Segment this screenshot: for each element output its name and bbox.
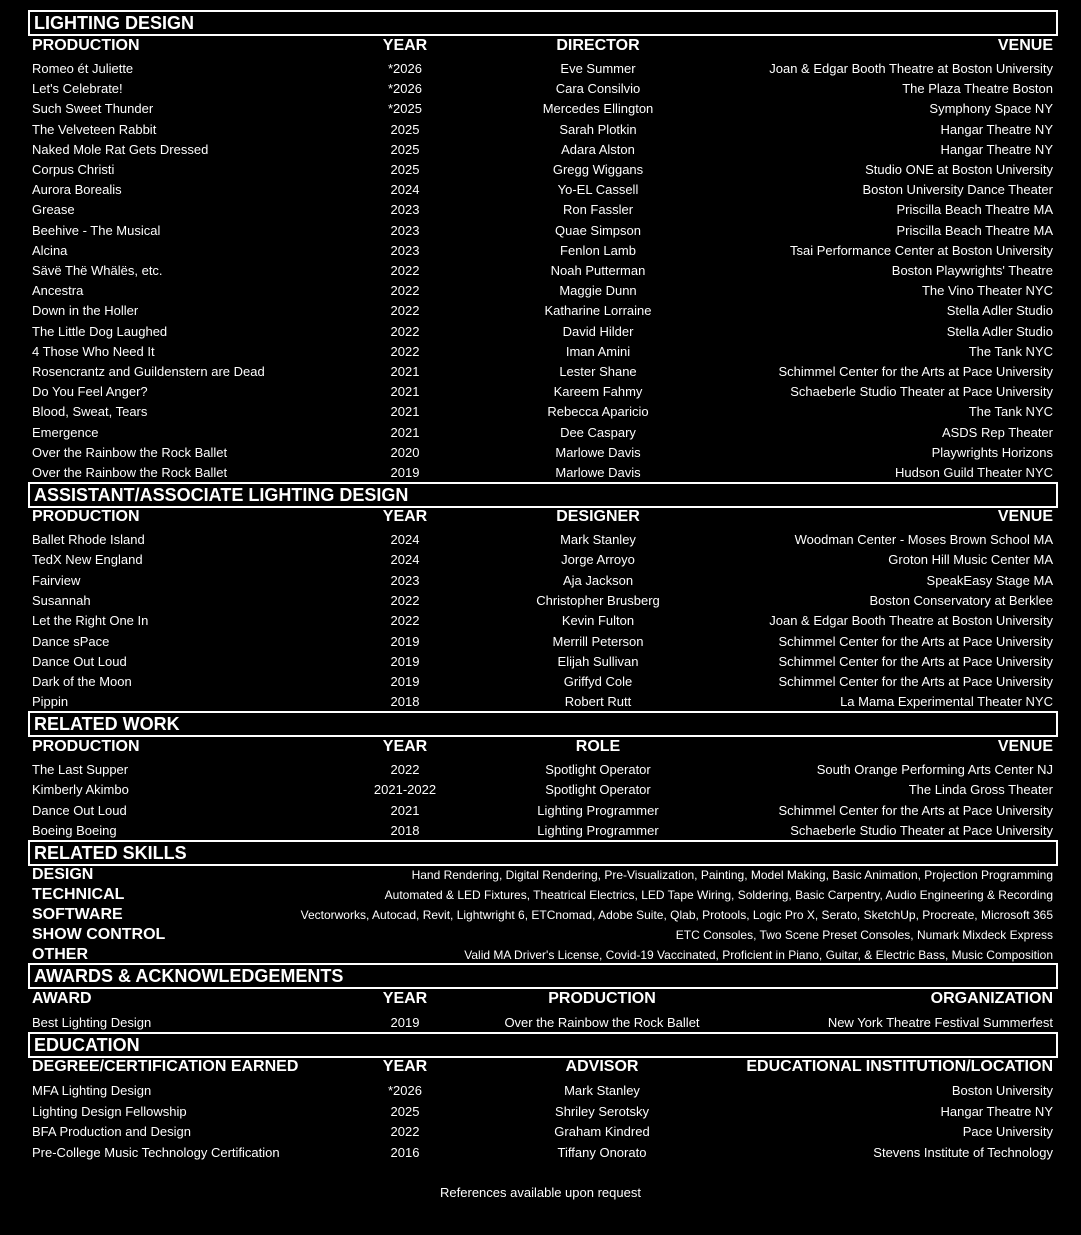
row-production: Fairview bbox=[32, 573, 81, 588]
row-production: The Little Dog Laughed bbox=[32, 324, 168, 339]
row-person: Iman Amini bbox=[565, 344, 631, 359]
column-header-production: PRODUCTION bbox=[548, 990, 656, 1007]
row-year: 2024 bbox=[390, 552, 420, 567]
row-production: Do You Feel Anger? bbox=[32, 384, 148, 399]
row-person: Jorge Arroyo bbox=[561, 552, 635, 567]
row-person: Spotlight Operator bbox=[545, 782, 651, 797]
column-header-award: AWARD bbox=[32, 990, 92, 1007]
column-header-institution: EDUCATIONAL INSTITUTION/LOCATION bbox=[746, 1058, 1053, 1075]
row-person: Graham Kindred bbox=[554, 1124, 650, 1139]
row-production: Best Lighting Design bbox=[32, 1015, 152, 1030]
row-year: 2021 bbox=[390, 384, 420, 399]
row-person: Marlowe Davis bbox=[555, 465, 641, 480]
row-production: Dance sPace bbox=[32, 634, 110, 649]
row-person: Cara Consilvio bbox=[555, 81, 641, 96]
row-venue: Studio ONE at Boston University bbox=[865, 162, 1053, 177]
column-header-designer: DESIGNER bbox=[556, 508, 640, 525]
row-year: 2021 bbox=[390, 404, 420, 419]
row-year: 2018 bbox=[390, 823, 420, 838]
row-venue: New York Theatre Festival Summerfest bbox=[827, 1015, 1053, 1030]
row-production: Emergence bbox=[32, 425, 99, 440]
row-production: MFA Lighting Design bbox=[32, 1083, 152, 1098]
row-person: Tiffany Onorato bbox=[557, 1145, 647, 1160]
row-year: 2018 bbox=[390, 694, 420, 709]
row-production: Let the Right One In bbox=[32, 613, 149, 628]
row-production: Corpus Christi bbox=[32, 162, 115, 177]
row-production: Dance Out Loud bbox=[32, 803, 127, 818]
row-venue: The Vino Theater NYC bbox=[921, 283, 1053, 298]
row-production: Over the Rainbow the Rock Ballet bbox=[32, 465, 228, 480]
column-header-degree: DEGREE/CERTIFICATION EARNED bbox=[32, 1058, 299, 1075]
row-venue: Boston University Dance Theater bbox=[862, 182, 1053, 197]
row-person: Ron Fassler bbox=[562, 202, 634, 217]
row-year: 2022 bbox=[390, 593, 420, 608]
skill-label: SOFTWARE bbox=[32, 906, 123, 923]
row-production: BFA Production and Design bbox=[32, 1124, 191, 1139]
row-person: Quae Simpson bbox=[555, 223, 641, 238]
row-year: 2022 bbox=[390, 613, 420, 628]
row-year: 2025 bbox=[390, 142, 420, 157]
row-person: Merrill Peterson bbox=[552, 634, 644, 649]
row-year: 2021 bbox=[390, 803, 420, 818]
skill-label: TECHNICAL bbox=[32, 886, 125, 903]
section-title-related-skills: RELATED SKILLS bbox=[28, 840, 1058, 866]
column-header-year: YEAR bbox=[382, 508, 428, 525]
column-header-director: DIRECTOR bbox=[556, 37, 640, 54]
row-venue: Boston Playwrights' Theatre bbox=[891, 263, 1053, 278]
row-production: Boeing Boeing bbox=[32, 823, 117, 838]
row-venue: Joan & Edgar Booth Theatre at Boston University bbox=[769, 613, 1053, 628]
row-venue: Hangar Theatre NY bbox=[940, 1104, 1053, 1119]
row-venue: The Plaza Theatre Boston bbox=[902, 81, 1053, 96]
row-production: Down in the Holler bbox=[32, 303, 139, 318]
row-person: Yo-EL Cassell bbox=[557, 182, 639, 197]
section-title-education: EDUCATION bbox=[28, 1032, 1058, 1058]
row-production: Romeo ét Juliette bbox=[32, 61, 134, 76]
column-header-year: YEAR bbox=[382, 37, 428, 54]
row-year: 2023 bbox=[390, 202, 420, 217]
row-year: 2023 bbox=[390, 243, 420, 258]
skill-label: OTHER bbox=[32, 946, 88, 963]
row-person: Maggie Dunn bbox=[559, 283, 637, 298]
row-year: 2022 bbox=[390, 283, 420, 298]
row-production: Dark of the Moon bbox=[32, 674, 132, 689]
row-venue: Joan & Edgar Booth Theatre at Boston University bbox=[769, 61, 1053, 76]
row-production: Aurora Borealis bbox=[32, 182, 122, 197]
column-header-venue: VENUE bbox=[997, 738, 1053, 755]
row-venue: Pace University bbox=[962, 1124, 1053, 1139]
row-venue: Stevens Institute of Technology bbox=[873, 1145, 1053, 1160]
row-production: Susannah bbox=[32, 593, 91, 608]
row-venue: Schimmel Center for the Arts at Pace University bbox=[778, 654, 1053, 669]
skill-value: Valid MA Driver's License, Covid-19 Vaccinated, Proficient in Piano, Guitar, & Electric Bass, Music Composition bbox=[464, 948, 1053, 962]
row-venue: Schaeberle Studio Theater at Pace University bbox=[790, 384, 1053, 399]
row-venue: Schimmel Center for the Arts at Pace University bbox=[778, 803, 1053, 818]
row-production: Alcina bbox=[32, 243, 68, 258]
column-header-venue: VENUE bbox=[997, 37, 1053, 54]
row-person: Robert Rutt bbox=[564, 694, 632, 709]
row-year: 2022 bbox=[390, 263, 420, 278]
row-year: 2020 bbox=[390, 445, 420, 460]
row-production: Pippin bbox=[32, 694, 69, 709]
row-production: Rosencrantz and Guildenstern are Dead bbox=[32, 364, 265, 379]
row-person: Adara Alston bbox=[561, 142, 635, 157]
row-year: 2024 bbox=[390, 532, 420, 547]
section-title-awards: AWARDS & ACKNOWLEDGEMENTS bbox=[28, 963, 1058, 989]
skill-label: SHOW CONTROL bbox=[32, 926, 166, 943]
row-person: Mark Stanley bbox=[564, 1083, 640, 1098]
row-year: 2023 bbox=[390, 223, 420, 238]
references-note: References available upon request bbox=[440, 1185, 641, 1200]
row-person: Mark Stanley bbox=[560, 532, 636, 547]
row-year: 2019 bbox=[390, 654, 420, 669]
row-person: Mercedes Ellington bbox=[542, 101, 654, 116]
row-venue: La Mama Experimental Theater NYC bbox=[840, 694, 1053, 709]
row-year: *2025 bbox=[388, 101, 422, 116]
row-person: Griffyd Cole bbox=[563, 674, 633, 689]
row-production: Sävë Thë Whälës, etc. bbox=[32, 263, 163, 278]
row-venue: Hangar Theatre NY bbox=[940, 142, 1053, 157]
column-header-venue: VENUE bbox=[997, 508, 1053, 525]
row-person: Lighting Programmer bbox=[537, 823, 659, 838]
row-year: 2022 bbox=[390, 303, 420, 318]
row-person: David Hilder bbox=[562, 324, 634, 339]
row-year: 2021-2022 bbox=[373, 782, 437, 797]
row-venue: South Orange Performing Arts Center NJ bbox=[816, 762, 1053, 777]
row-year: 2025 bbox=[390, 122, 420, 137]
column-header-production: PRODUCTION bbox=[32, 508, 140, 525]
row-person: Gregg Wiggans bbox=[552, 162, 644, 177]
row-venue: Woodman Center - Moses Brown School MA bbox=[794, 532, 1053, 547]
row-venue: Schaeberle Studio Theater at Pace University bbox=[790, 823, 1053, 838]
skill-value: Hand Rendering, Digital Rendering, Pre-Visualization, Painting, Model Making, Basic Animation, Projection Programming bbox=[411, 868, 1053, 882]
row-venue: The Tank NYC bbox=[968, 344, 1053, 359]
row-year: 2016 bbox=[390, 1145, 420, 1160]
column-header-production: PRODUCTION bbox=[32, 738, 140, 755]
row-venue: The Tank NYC bbox=[968, 404, 1053, 419]
row-year: 2025 bbox=[390, 1104, 420, 1119]
row-year: 2019 bbox=[390, 1015, 420, 1030]
row-production: 4 Those Who Need It bbox=[32, 344, 155, 359]
row-person: Dee Caspary bbox=[560, 425, 636, 440]
column-header-organization: ORGANIZATION bbox=[930, 990, 1053, 1007]
skill-label: DESIGN bbox=[32, 866, 94, 883]
row-production: Beehive - The Musical bbox=[32, 223, 161, 238]
row-production: Ancestra bbox=[32, 283, 84, 298]
row-person: Noah Putterman bbox=[550, 263, 646, 278]
row-year: 2021 bbox=[390, 364, 420, 379]
row-year: *2026 bbox=[388, 61, 422, 76]
row-person: Over the Rainbow the Rock Ballet bbox=[504, 1015, 700, 1030]
row-production: Lighting Design Fellowship bbox=[32, 1104, 187, 1119]
row-production: The Velveteen Rabbit bbox=[32, 122, 157, 137]
row-venue: Symphony Space NY bbox=[929, 101, 1053, 116]
section-title-assistant-lighting-design: ASSISTANT/ASSOCIATE LIGHTING DESIGN bbox=[28, 482, 1058, 508]
row-person: Lighting Programmer bbox=[537, 803, 659, 818]
row-year: *2026 bbox=[388, 81, 422, 96]
row-production: Ballet Rhode Island bbox=[32, 532, 145, 547]
row-person: Kevin Fulton bbox=[561, 613, 635, 628]
column-header-role: ROLE bbox=[575, 738, 621, 755]
row-production: The Last Supper bbox=[32, 762, 129, 777]
row-year: 2019 bbox=[390, 465, 420, 480]
skill-value: Automated & LED Fixtures, Theatrical Electrics, LED Tape Wiring, Soldering, Basic Carpentry, Audio Engineering & Recording bbox=[384, 888, 1053, 902]
row-venue: Stella Adler Studio bbox=[946, 324, 1053, 339]
row-venue: Hangar Theatre NY bbox=[940, 122, 1053, 137]
row-venue: Schimmel Center for the Arts at Pace University bbox=[778, 674, 1053, 689]
row-year: 2019 bbox=[390, 674, 420, 689]
row-person: Sarah Plotkin bbox=[559, 122, 637, 137]
column-header-year: YEAR bbox=[382, 990, 428, 1007]
row-person: Spotlight Operator bbox=[545, 762, 651, 777]
row-venue: Tsai Performance Center at Boston University bbox=[790, 243, 1053, 258]
row-venue: Boston Conservatory at Berklee bbox=[869, 593, 1053, 608]
row-venue: Playwrights Horizons bbox=[931, 445, 1053, 460]
row-venue: ASDS Rep Theater bbox=[941, 425, 1053, 440]
row-person: Marlowe Davis bbox=[555, 445, 641, 460]
column-header-production: PRODUCTION bbox=[32, 37, 140, 54]
row-year: 2022 bbox=[390, 762, 420, 777]
row-venue: Stella Adler Studio bbox=[946, 303, 1053, 318]
row-production: Kimberly Akimbo bbox=[32, 782, 129, 797]
row-production: Grease bbox=[32, 202, 75, 217]
row-venue: Boston University bbox=[951, 1083, 1053, 1098]
column-header-year: YEAR bbox=[382, 1058, 428, 1075]
column-header-year: YEAR bbox=[382, 738, 428, 755]
row-person: Lester Shane bbox=[559, 364, 637, 379]
row-venue: SpeakEasy Stage MA bbox=[926, 573, 1053, 588]
row-venue: Groton Hill Music Center MA bbox=[888, 552, 1053, 567]
row-year: 2022 bbox=[390, 344, 420, 359]
row-venue: Hudson Guild Theater NYC bbox=[894, 465, 1053, 480]
row-production: Over the Rainbow the Rock Ballet bbox=[32, 445, 228, 460]
row-production: Such Sweet Thunder bbox=[32, 101, 154, 116]
row-year: 2019 bbox=[390, 634, 420, 649]
row-year: 2025 bbox=[390, 162, 420, 177]
row-year: 2021 bbox=[390, 425, 420, 440]
row-year: 2024 bbox=[390, 182, 420, 197]
skill-value: ETC Consoles, Two Scene Preset Consoles, Numark Mixdeck Express bbox=[675, 928, 1053, 942]
row-venue: Priscilla Beach Theatre MA bbox=[896, 223, 1053, 238]
row-person: Shriley Serotsky bbox=[555, 1104, 649, 1119]
row-person: Aja Jackson bbox=[562, 573, 634, 588]
section-title-related-work: RELATED WORK bbox=[28, 711, 1058, 737]
row-production: Blood, Sweat, Tears bbox=[32, 404, 148, 419]
row-person: Kareem Fahmy bbox=[553, 384, 643, 399]
row-person: Elijah Sullivan bbox=[557, 654, 639, 669]
skill-value: Vectorworks, Autocad, Revit, Lightwright 6, ETCnomad, Adobe Suite, Qlab, Protools, Logic Pro X, Serato, SketchUp, Procreate, Microsoft 365 bbox=[300, 908, 1053, 922]
section-title-lighting-design: LIGHTING DESIGN bbox=[28, 10, 1058, 36]
column-header-advisor: ADVISOR bbox=[565, 1058, 639, 1075]
row-year: 2022 bbox=[390, 1124, 420, 1139]
row-production: Pre-College Music Technology Certification bbox=[32, 1145, 280, 1160]
row-person: Katharine Lorraine bbox=[544, 303, 652, 318]
row-production: Dance Out Loud bbox=[32, 654, 127, 669]
row-person: Eve Summer bbox=[560, 61, 636, 76]
row-production: Let's Celebrate! bbox=[32, 81, 123, 96]
row-person: Fenlon Lamb bbox=[560, 243, 636, 258]
row-person: Rebecca Aparicio bbox=[547, 404, 649, 419]
row-venue: Schimmel Center for the Arts at Pace University bbox=[778, 634, 1053, 649]
row-production: TedX New England bbox=[32, 552, 143, 567]
row-venue: Schimmel Center for the Arts at Pace University bbox=[778, 364, 1053, 379]
row-venue: The Linda Gross Theater bbox=[908, 782, 1053, 797]
row-production: Naked Mole Rat Gets Dressed bbox=[32, 142, 209, 157]
row-year: *2026 bbox=[388, 1083, 422, 1098]
row-year: 2023 bbox=[390, 573, 420, 588]
row-year: 2022 bbox=[390, 324, 420, 339]
row-venue: Priscilla Beach Theatre MA bbox=[896, 202, 1053, 217]
row-person: Christopher Brusberg bbox=[536, 593, 660, 608]
